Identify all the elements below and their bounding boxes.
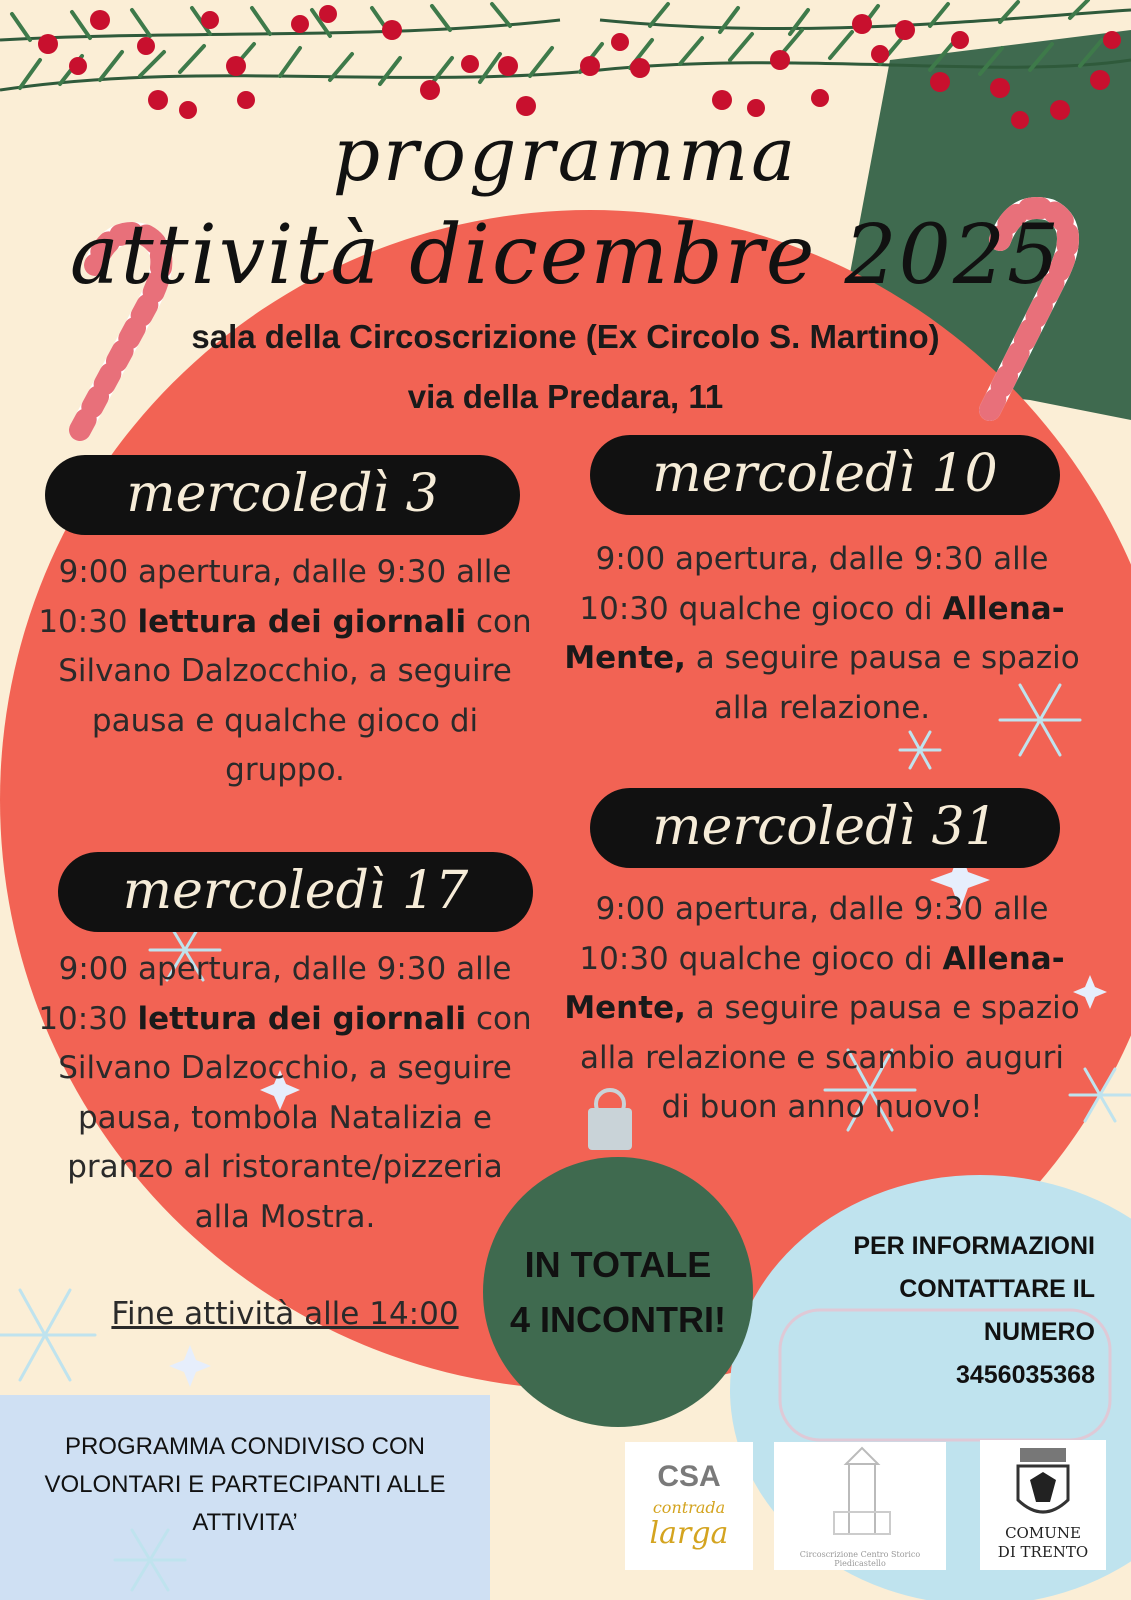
poster-title-line1: programma <box>332 112 799 198</box>
session-end-time: Fine attività alle 14:00 <box>111 1296 459 1332</box>
contact-line2: CONTATTARE IL <box>899 1275 1095 1303</box>
csa-logo-subtitle1: contrada <box>652 1498 726 1517</box>
session-day-pill: mercoledì 31 <box>590 788 1060 868</box>
shared-note-line2: VOLONTARI E PARTECIPANTI ALLE <box>44 1471 446 1498</box>
venue-address: via della Predara, 11 <box>407 378 724 415</box>
circoscrizione-label: Circoscrizione Centro Storico Piedicastello <box>799 1550 921 1568</box>
session-description: 9:00 apertura, dalle 9:30 alle 10:30 qualche gioco di Allena-Mente, a seguire pausa e spazio alla relazione e scambio auguri di buon anno nuovo! <box>564 891 1080 1125</box>
shared-program-note <box>0 1428 490 1542</box>
contact-line3: NUMERO <box>983 1318 1095 1346</box>
csa-logo-subtitle2: larga <box>649 1516 729 1551</box>
session-day-pill: mercoledì 10 <box>590 435 1060 515</box>
total-meetings-line1: IN TOTALE <box>524 1244 712 1285</box>
comune-label-line1: COMUNE <box>1005 1524 1081 1542</box>
contact-line1: PER INFORMAZIONI <box>853 1232 1095 1260</box>
venue-name: sala della Circoscrizione (Ex Circolo S. Martino) <box>191 318 940 355</box>
session-description: 9:00 apertura, dalle 9:30 alle 10:30 qualche gioco di Allena-Mente, a seguire pausa e spazio alla relazione. <box>564 541 1080 726</box>
session-description: 9:00 apertura, dalle 9:30 alle 10:30 lettura dei giornali con Silvano Dalzocchio, a seguire pausa e qualche gioco di gruppo. <box>38 554 532 788</box>
csa-logo-title: CSA <box>657 1460 721 1493</box>
session-day-pill: mercoledì 17 <box>58 852 533 932</box>
session-description: 9:00 apertura, dalle 9:30 alle 10:30 lettura dei giornali con Silvano Dalzocchio, a seguire pausa, tombola Natalizia e pranzo al ristorante/pizzeria alla Mostra. <box>38 951 532 1235</box>
total-meetings-line2: 4 INCONTRI! <box>510 1299 726 1340</box>
comune-di-trento-logo <box>980 1440 1106 1570</box>
session-day-pill: mercoledì 3 <box>45 455 520 535</box>
contact-info <box>780 1225 1095 1397</box>
coat-of-arms-icon <box>980 1440 1106 1530</box>
comune-label-line2: DI TRENTO <box>997 1543 1089 1561</box>
total-meetings-badge <box>483 1237 753 1347</box>
poster-title-line2: attività dicembre 2025 <box>69 208 1062 303</box>
circoscrizione-logo <box>774 1442 946 1570</box>
shared-note-line3: ATTIVITA’ <box>192 1509 298 1536</box>
shared-note-line1: PROGRAMMA CONDIVISO CON <box>64 1433 426 1460</box>
csa-logo <box>625 1442 753 1570</box>
contact-phone: 3456035368 <box>955 1361 1095 1389</box>
